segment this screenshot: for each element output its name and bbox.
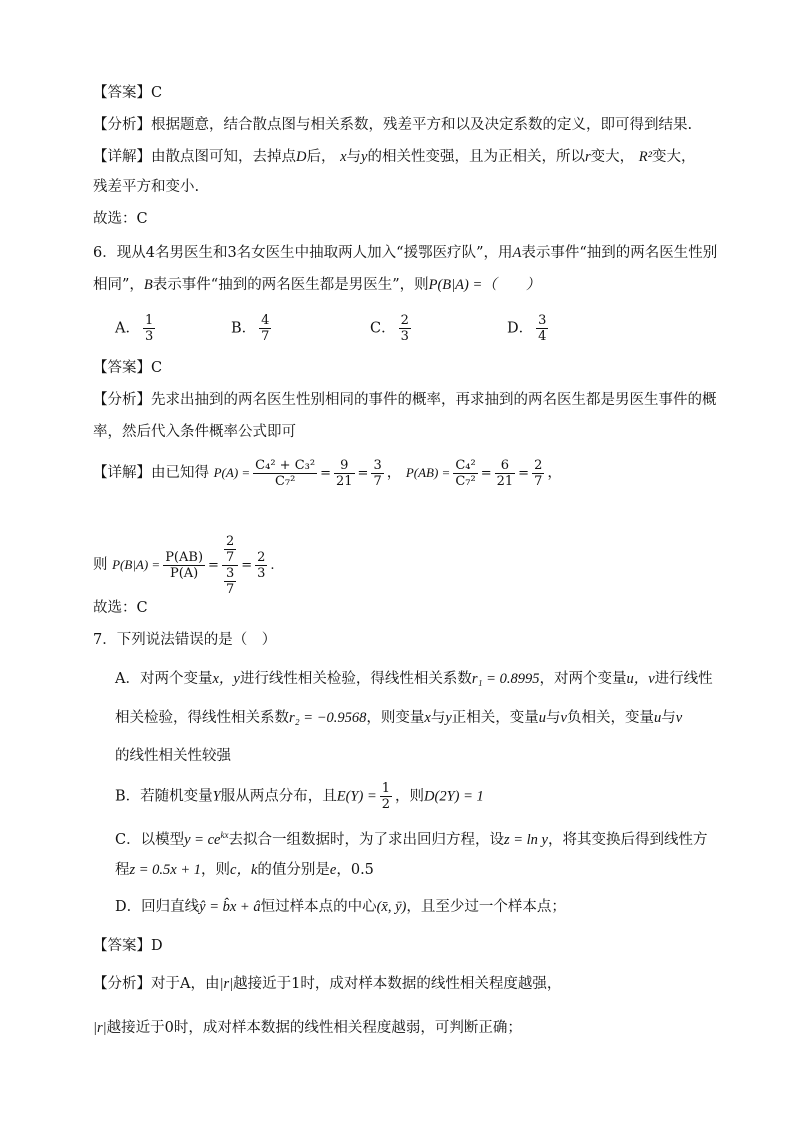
answer-value: C [151,360,163,376]
q5-answer-line [93,83,162,103]
option-text: ，则 [395,788,425,805]
stem-text: 表示事件“抽到的两名医生都是男医生”，则 [152,277,429,293]
option-text: ，对两个变量 [539,671,627,687]
math-PBA: P(B|A) =（ ） [428,277,541,293]
q6-stem-line-1 [93,243,717,263]
math-PBA: P(B|A) = [112,557,161,572]
math-y: y [361,149,368,165]
stem-text: 相同”， [93,277,144,293]
fraction-numerator: C₄² [455,458,476,473]
detail-text: 变大， [651,149,696,165]
option-label: D． [507,320,534,337]
math-r1: r₁ = 0.8995 [471,671,540,687]
option-text: 相关检验，得线性相关系数 [115,710,289,726]
detail-text: 与 [346,149,362,165]
stem-text: 表示事件“抽到的两名医生性别 [521,245,718,261]
option-text: 与 [546,710,561,726]
option-text: B．若随机变量 [115,788,213,805]
math-u: u [653,710,662,726]
analysis-text: 越接近于0时，成对样本数据的线性相关程度越弱，可判断正确； [106,1020,522,1036]
option-text: ，将其变换后得到线性方 [547,831,708,848]
math-v: v [560,710,567,726]
analysis-text: 越接近于1时，成对样本数据的线性相关程度越强， [233,976,562,992]
option-text: 的值分别是 [257,862,330,878]
separator: ， [386,465,402,481]
q7-option-a-line-2 [115,708,682,728]
math-x: x [424,710,431,726]
equals-sign: = [208,558,219,573]
detail-text: 由已知得 [151,465,209,481]
math-abs-r: |r| [219,976,234,992]
fraction-denominator: C₇² [455,474,476,489]
fraction-numerator: C₄² + C₃² [255,458,316,473]
option-text: A．对两个变量 [115,671,213,687]
math-z: z = ln y [503,831,548,848]
math-r2: r₂ = −0.9568 [289,710,367,726]
option-c [370,313,414,344]
stem-text: 6．现从4名男医生和3名女医生中抽取两人加入“援鄂医疗队”，用 [93,245,513,261]
option-a [115,313,158,344]
option-text: 与 [430,710,446,726]
q7-analysis-line-2 [93,1018,522,1038]
math-x: x [340,149,347,165]
math-model: y = ce [184,831,221,848]
detail-text: 由散点图可知，去掉点 [151,149,296,165]
fraction-denominator: 21 [335,474,353,489]
fraction-denominator: 7 [373,474,382,489]
answer-tag: 【答案】 [93,360,151,376]
q6-answer-line [93,358,162,378]
analysis-text: 根据题意，结合散点图与相关系数，残差平方和以及决定系数的定义，即可得到结果. [151,117,693,133]
option-text: 正相关，变量 [451,710,539,726]
math-regression: ŷ = b̂x + â [199,899,261,915]
q7-option-a-line-1 [115,669,713,689]
option-text: ，则变量 [366,710,425,726]
fraction-numerator: 9 [334,458,355,474]
q7-option-b [115,781,484,812]
math-r: r [584,149,591,165]
q5-choose: 故选：C [93,211,148,227]
answer-tag: 【答案】 [93,85,151,101]
fraction-numerator: 1 [144,313,154,328]
math-center: (x̄, ȳ) [376,899,407,915]
math-Y: Y [212,788,221,805]
math-ck: c，k [230,862,258,878]
math-uv: u，v [626,671,655,687]
option-text: 恒过样本点的中心 [260,899,377,915]
math-D2Y: D(2Y) = 1 [424,788,484,805]
option-text: 去拟合一组数据时，为了求出回归方程，设 [228,831,504,848]
detail-text: 的相关性变强，且为正相关，所以 [367,149,585,165]
separator: ， [547,465,562,481]
option-label: C． [370,320,396,337]
fraction-denominator: 7 [225,550,235,565]
math-EY: E(Y) = [336,788,377,805]
detail-text: 则 [93,557,108,573]
math-v: v [675,710,683,726]
answer-value: D [151,938,163,954]
fraction-numerator: 2 [257,550,266,565]
fraction-numerator: 2 [225,534,235,549]
q6-detail-line-2 [93,534,275,597]
math-PA: P(A) = [213,465,251,480]
fraction-denominator: 2 [381,797,391,812]
q6-analysis-line [93,390,717,410]
equals-sign: = [357,466,369,481]
q5-detail-line [93,147,695,167]
analysis-tag: 【分析】 [93,117,151,133]
detail-text: 后， [306,149,336,165]
fraction-denominator: 3 [257,566,266,581]
fraction-numerator: P(AB) [165,550,204,565]
period: . [270,558,275,573]
option-d [507,313,551,344]
answer-value: C [151,85,163,101]
fraction-numerator: 1 [381,781,391,796]
option-text: ，且至少过一个样本点； [406,899,566,915]
option-text: ，0.5 [336,862,374,878]
q5-detail-line-2: 残差平方和变小. [93,179,200,195]
q5-analysis-line [93,115,692,135]
q7-stem: 7．下列说法错误的是（ ） [93,632,277,648]
q6-analysis-line-2: 率，然后代入条件概率公式即可 [93,424,296,440]
analysis-tag: 【分析】 [93,976,151,992]
option-text: 程 [115,862,130,878]
math-A: A [512,245,522,261]
answer-tag: 【答案】 [93,938,151,954]
equals-sign: = [480,466,492,481]
fraction-denominator: 7 [261,329,270,344]
q7-option-c-line-1 [115,825,707,850]
detail-tag: 【详解】 [93,149,151,165]
equals-sign: = [241,558,253,573]
q7-option-a-line-3: 的线性相关性较强 [115,748,231,764]
math-u: u [538,710,547,726]
math-B: B [143,277,153,293]
detail-text: 变大， [590,149,635,165]
option-b [231,313,274,344]
option-text: 进行线性相关检验，得线性相关系数 [239,671,472,687]
q6-stem-line-2 [93,275,540,295]
math-exponent: kx [220,830,229,840]
math-e: e [329,862,337,878]
option-text: ，则 [201,862,231,878]
fraction-denominator: 3 [144,329,154,344]
option-text: D．回归直线 [115,899,200,915]
detail-tag: 【详解】 [93,465,151,481]
option-label: A． [115,320,140,337]
fraction-denominator: 4 [538,329,547,344]
fraction-denominator: 7 [534,474,543,489]
fraction-numerator: 2 [534,458,543,473]
fraction-numerator: 3 [225,566,235,581]
equals-sign: = [518,466,530,481]
math-linear-eq: z = 0.5x + 1 [129,862,202,878]
fraction-numerator: 4 [261,313,270,328]
analysis-tag: 【分析】 [93,392,151,408]
math-y: y [445,710,452,726]
option-text: 进行线性 [654,671,713,687]
q7-answer-line [93,936,163,956]
fraction-numerator: 3 [538,313,547,328]
q6-detail-line [93,458,562,489]
option-label: B． [231,320,257,337]
math-PAB: P(AB) = [405,465,451,480]
fraction-denominator: 3 [400,329,409,344]
fraction-denominator: 21 [496,474,514,489]
fraction-denominator: P(A) [169,566,199,581]
analysis-text: 对于A，由 [151,976,220,992]
fraction-denominator: C₇² [274,474,296,489]
fraction-denominator: 7 [225,582,235,597]
math-abs-r: |r| [93,1020,107,1036]
q7-option-c-line-2 [115,860,374,880]
option-text: 服从两点分布，且 [220,788,337,805]
fraction-numerator: 6 [495,458,516,474]
fraction-numerator: 2 [400,313,409,328]
analysis-text: 先求出抽到的两名医生性别相同的事件的概率，再求抽到的两名医生都是男医生事件的概 [151,392,717,408]
fraction-numerator: 3 [373,458,382,473]
equals-sign: = [320,466,331,481]
math-D: D [296,149,307,165]
option-text: 与 [661,710,676,726]
option-text: C．以模型 [115,831,185,848]
option-text: 负相关，变量 [566,710,654,726]
q7-analysis-line [93,974,561,994]
math-xy: x，y [212,671,240,687]
q6-choose: 故选：C [93,600,148,616]
q7-option-d [115,897,566,917]
math-R2: R² [638,149,652,165]
